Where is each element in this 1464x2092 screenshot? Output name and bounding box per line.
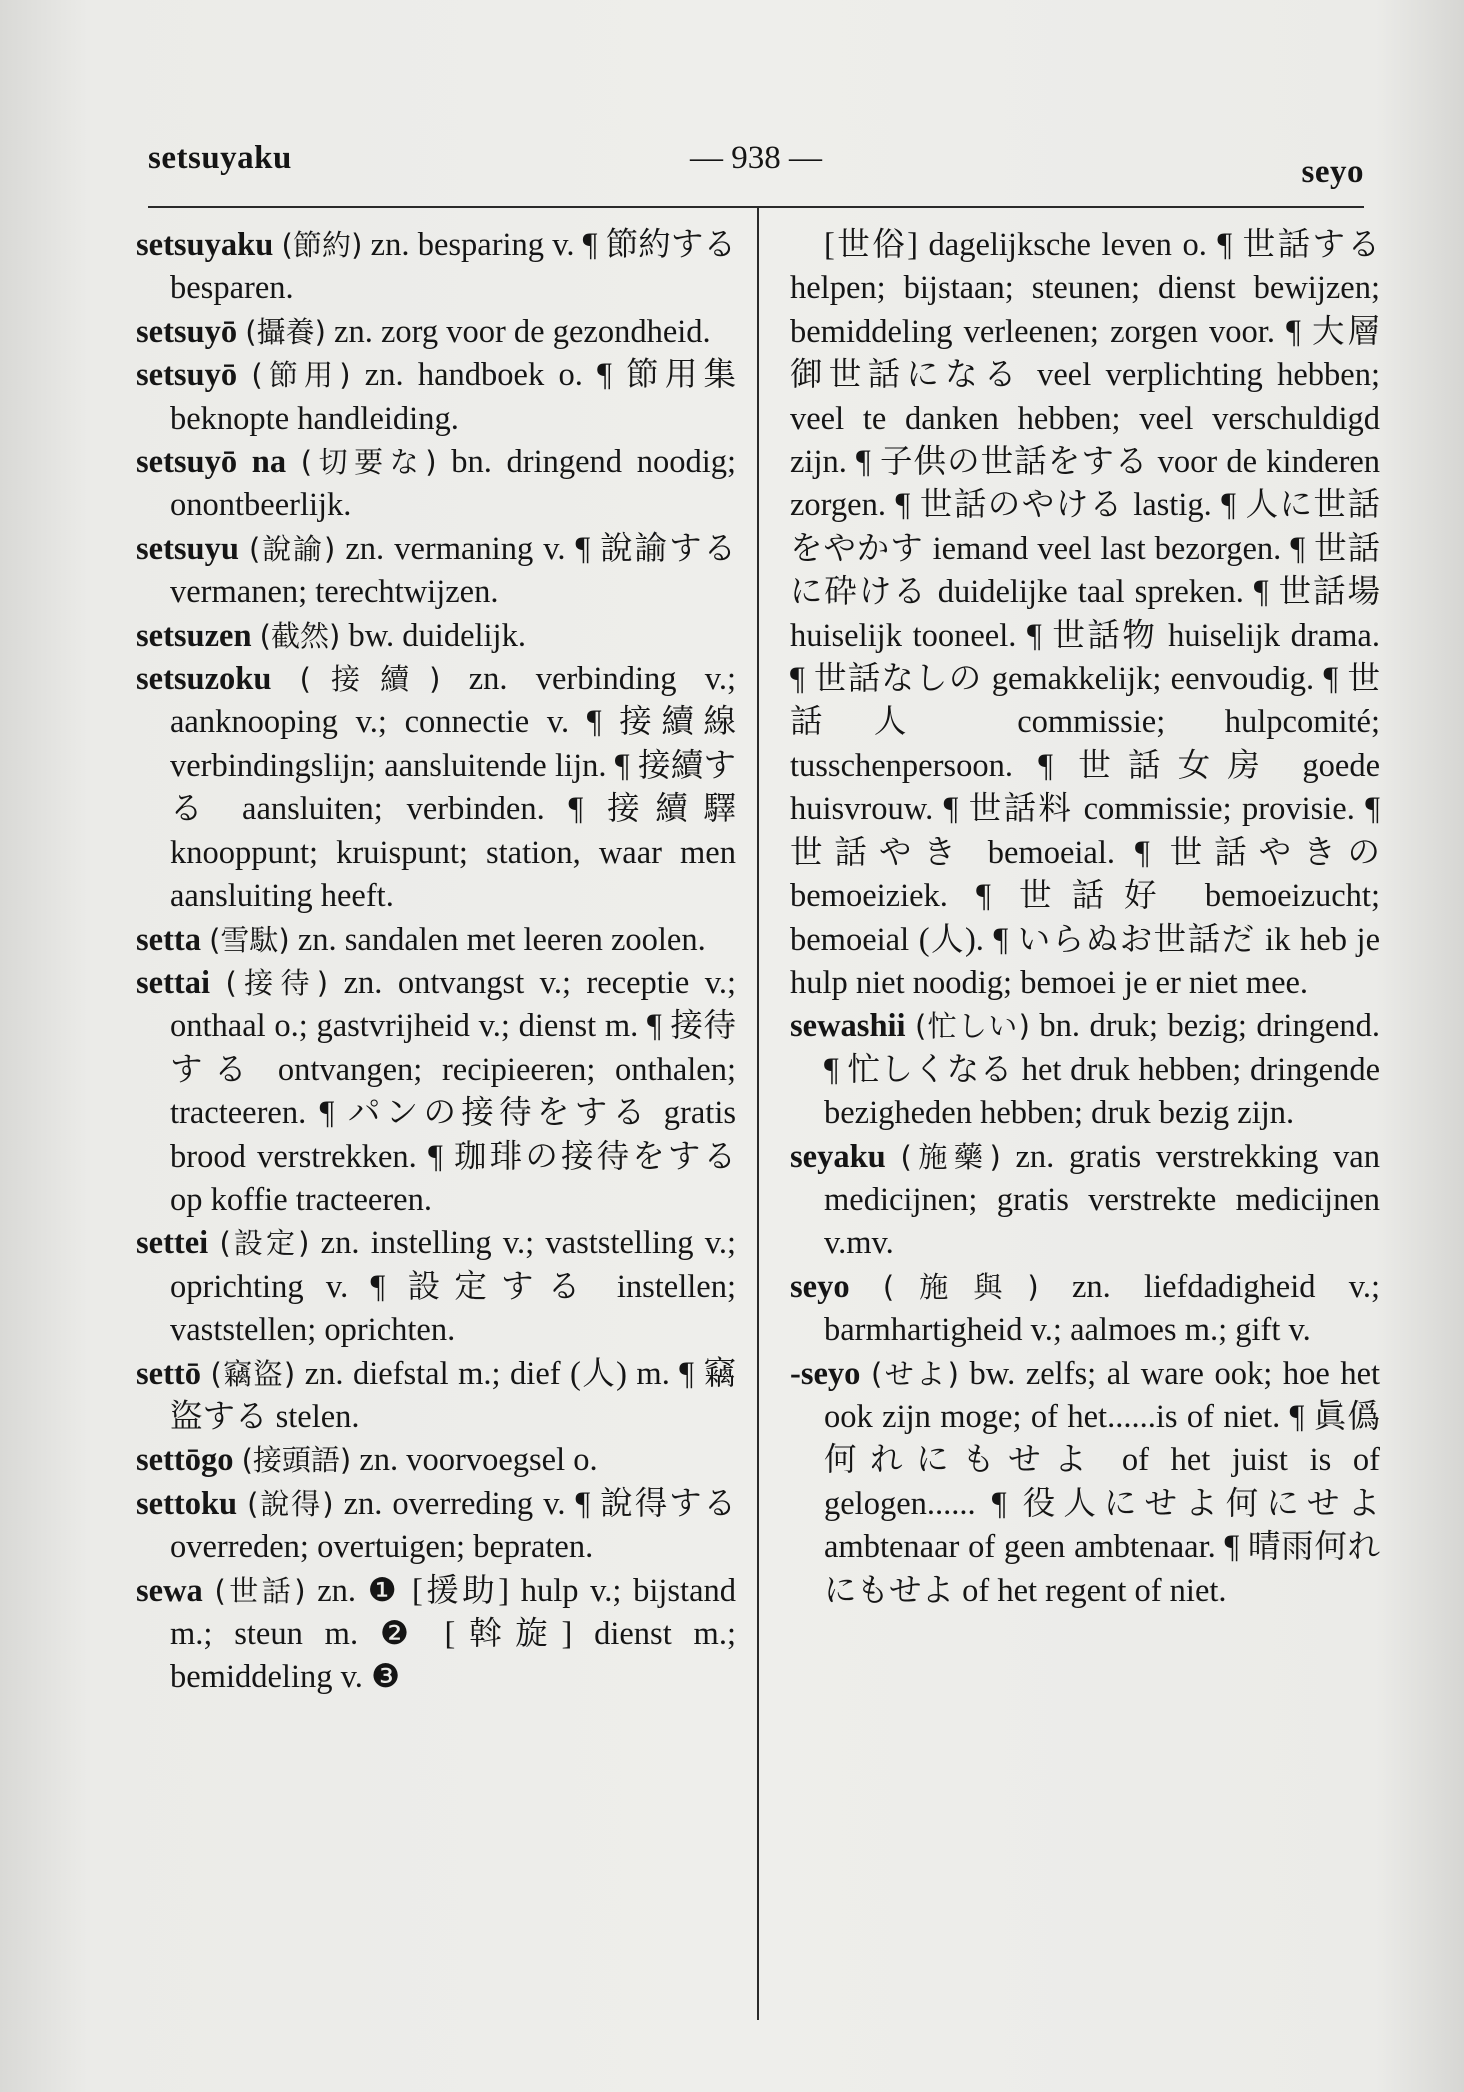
- dictionary-entry: [790, 1266, 1380, 1353]
- entry-kanji: (節用): [251, 358, 351, 393]
- entry-kanji: (接續): [299, 662, 441, 697]
- dictionary-entry: [136, 658, 736, 918]
- left-running-head: setsuyaku: [148, 140, 292, 176]
- entry-headword: settai: [136, 964, 210, 1001]
- entry-kanji: (施藥): [900, 1139, 1001, 1174]
- entry-kanji: (施與): [882, 1269, 1039, 1304]
- entry-headword: setsuyaku: [136, 227, 274, 263]
- entry-headword: seyaku: [790, 1138, 886, 1175]
- dictionary-entry: [136, 1222, 736, 1352]
- entry-definition: zn. liefdadigheid v.; barmhartigheid v.; aalmoes m.; gift v.: [824, 1268, 1380, 1349]
- entry-definition: zn. verbinding v.; aanknooping v.; connectie v. ¶ 接續線 verbindingslijn; aansluitende lijn. ¶ 接續する aansluiten; verbinden. ¶ 接續驛 knooppunt; kruispunt; station, waar men aansluiting heeft.: [170, 661, 736, 915]
- entry-definition: zn. sandalen met leeren zoolen.: [297, 921, 706, 958]
- dictionary-entry: [136, 615, 736, 658]
- entry-headword: setta: [136, 921, 201, 958]
- entry-kanji: (雪駄): [209, 922, 290, 957]
- page-number: — 938 —: [690, 140, 822, 176]
- dictionary-entry: [136, 311, 736, 354]
- entry-kanji: (攝養): [245, 314, 326, 349]
- entry-headword: setsuyō: [136, 357, 238, 394]
- dictionary-entry: [756, 224, 1380, 1005]
- dictionary-entry: [136, 1439, 736, 1482]
- entry-definition: zn. vermaning v. ¶ 說諭する vermanen; terechtwijzen.: [170, 530, 736, 611]
- entry-headword: -seyo: [790, 1355, 861, 1392]
- entry-definition: bn. druk; bezig; dringend. ¶ 忙しくなる het druk hebben; dringende bezigheden hebben; druk bezig zijn.: [824, 1008, 1381, 1132]
- entry-definition: zn. besparing v. ¶ 節約する besparen.: [170, 227, 736, 307]
- right-running-head: seyo: [1301, 154, 1364, 190]
- entry-kanji: (忙しい): [915, 1009, 1030, 1044]
- entry-headword: settoku: [136, 1485, 238, 1522]
- dictionary-entry: [136, 224, 736, 311]
- entry-kanji: (せよ): [870, 1356, 959, 1391]
- dictionary-entry: [136, 962, 736, 1222]
- entry-definition: bw. zelfs; al ware ook; hoe het ook zijn moge; of het......is of niet. ¶ 眞僞何れにもせよ of het juist is of gelogen...... ¶ 役人にせよ何にせよ ambtenaar of geen ambtenaar. ¶ 晴雨何れにもせよ of het regent of niet.: [824, 1355, 1381, 1609]
- entry-headword: setsuyō na: [136, 444, 287, 481]
- entry-headword: settō: [136, 1355, 201, 1392]
- entry-definition: zn. ontvangst v.; receptie v.; onthaal o.; gastvrijheid v.; dienst m. ¶ 接待する ontvangen; recipieeren; onthalen; tracteeren. ¶ パンの接待をする gratis brood verstrekken. ¶ 珈琲の接待をする op koffie tracteeren.: [170, 964, 737, 1218]
- dictionary-entry: [136, 1483, 736, 1570]
- entry-definition: zn. gratis verstrekking van medicijnen; gratis verstrekte medicijnen v.mv.: [824, 1138, 1380, 1262]
- dictionary-entry: [790, 1136, 1380, 1266]
- header-rule: [148, 206, 1364, 208]
- entry-headword: seyo: [790, 1268, 850, 1305]
- entry-definition: zn. overreding v. ¶ 說得する overreden; overtuigen; bepraten.: [170, 1485, 737, 1566]
- entry-definition: zn. voorvoegsel o.: [359, 1442, 598, 1479]
- dictionary-entry: [136, 1570, 736, 1700]
- entry-headword: setsuyu: [136, 530, 239, 567]
- entry-headword: setsuzoku: [136, 661, 272, 698]
- entry-definition: bw. duidelijk.: [348, 617, 526, 654]
- entry-kanji: (說得): [247, 1486, 334, 1521]
- dictionary-entry: [136, 1353, 736, 1440]
- entry-kanji: (接頭語): [241, 1443, 352, 1478]
- entry-kanji: (節約): [281, 228, 363, 262]
- entry-kanji: (設定): [219, 1226, 310, 1261]
- right-column: [790, 224, 1380, 1613]
- entry-definition: zn. diefstal m.; dief (人) m. ¶ 竊盜する stelen.: [170, 1355, 737, 1435]
- dictionary-entry: [136, 354, 736, 441]
- dictionary-entry: [136, 441, 736, 528]
- entry-definition: bn. dringend noodig; onontbeerlijk.: [170, 444, 737, 524]
- entry-definition: zn. instelling v.; vaststelling v.; oprichting v. ¶ 設定する instellen; vaststellen; oprichten.: [170, 1225, 737, 1349]
- dictionary-entry: [790, 1353, 1380, 1613]
- dictionary-entry: [790, 1005, 1380, 1135]
- left-column: [136, 224, 736, 1700]
- entry-kanji: (切要な): [300, 445, 437, 480]
- entry-definition: [世俗] dagelijksche leven o. ¶ 世話する helpen; bijstaan; steunen; dienst bewijzen; bemiddeling verleenen; zorgen voor. ¶ 大層御世話になる veel verplichting hebben; veel te danken hebben; veel verschuldigd zijn. ¶ 子供の世話をする voor de kinderen zorgen. ¶ 世話のやける lastig. ¶ 人に世話をやかす iemand veel last bezorgen. ¶ 世話に砕ける duidelijke taal spreken. ¶ 世話場 huiselijk tooneel. ¶ 世話物 huiselijk drama. ¶ 世話なしの gemakkelijk; eenvoudig. ¶ 世話人 commissie; hulpcomité; tusschenpersoon. ¶ 世話女房 goede huisvrouw. ¶ 世話料 commissie; provisie. ¶ 世話やき bemoeial. ¶ 世話やきの bemoeiziek. ¶ 世話好 bemoeizucht; bemoeial (人). ¶ いらぬお世話だ ik heb je hulp niet noodig; bemoei je er niet mee.: [790, 227, 1380, 1001]
- entry-headword: settōgo: [136, 1442, 234, 1479]
- entry-headword: settei: [136, 1225, 209, 1262]
- entry-kanji: (接待): [225, 965, 329, 1000]
- page-header: [148, 140, 1364, 190]
- entry-definition: zn. zorg voor de gezondheid.: [334, 313, 711, 350]
- entry-definition: zn. handboek o. ¶ 節用集 beknopte handleiding.: [170, 357, 736, 437]
- entry-kanji: (世話): [214, 1573, 306, 1608]
- entry-headword: setsuyō: [136, 313, 238, 350]
- entry-headword: sewa: [136, 1572, 203, 1609]
- entry-definition: zn. ❶ [援助] hulp v.; bijstand m.; steun m. ❷ [斡旋] dienst m.; bemiddeling v. ❸: [170, 1572, 736, 1696]
- dictionary-entry: [136, 919, 736, 962]
- entry-headword: sewashii: [790, 1008, 906, 1045]
- entry-kanji: (說諭): [248, 531, 336, 566]
- entry-kanji: (截然): [259, 618, 341, 653]
- entry-headword: setsuzen: [136, 617, 252, 654]
- entry-kanji: (竊盜): [210, 1356, 296, 1391]
- dictionary-entry: [136, 528, 736, 615]
